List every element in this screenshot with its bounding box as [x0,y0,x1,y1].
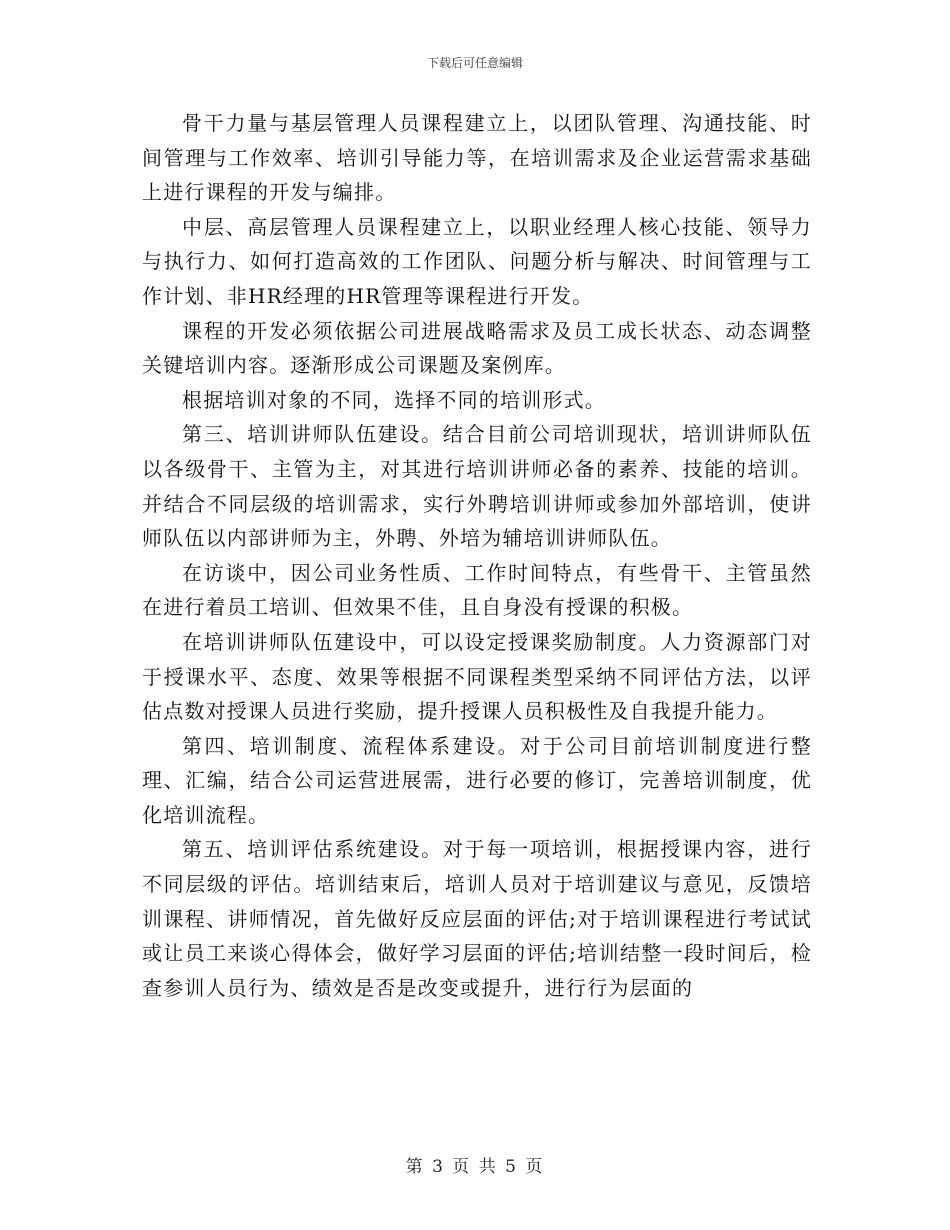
paragraph: 骨干力量与基层管理人员课程建立上，以团队管理、沟通技能、时间管理与工作效率、培训引导能力等，在培训需求及企业运营需求基础上进行课程的开发与编排。 [142,111,812,205]
paragraph: 第三、培训讲师队伍建设。结合目前公司培训现状，培训讲师队伍以各级骨干、主管为主，对其进行培训讲师必备的素养、技能的培训。并结合不同层级的培训需求，实行外聘培训讲师或参加外部培训，使讲师队伍以内部讲师为主，外聘、外培为辅培训讲师队伍。 [142,422,812,551]
page-number: 第 3 页 共 5 页 [405,1157,545,1177]
page-header: 下载后可任意编辑 [426,56,523,70]
paragraph: 在培训讲师队伍建设中，可以设定授课奖励制度。人力资源部门对于授课水平、态度、效果等根据不同课程类型采纳不同评估方法，以评估点数对授课人员进行奖励，提升授课人员积极性及自我提升能力。 [142,629,812,724]
paragraph: 在访谈中，因公司业务性质、工作时间特点，有些骨干、主管虽然在进行着员工培训、但效果不佳，且自身没有授课的积极。 [142,560,812,620]
paragraph: 根据培训对象的不同，选择不同的培训形式。 [182,387,606,412]
paragraph: 中层、高层管理人员课程建立上，以职业经理人核心技能、领导力与执行力、如何打造高效的工作团队、问题分析与解决、时间管理与工作计划、非HR经理的HR管理等课程进行开发。 [142,214,812,308]
paragraph: 第四、培训制度、流程体系建设。对于公司目前培训制度进行整理、汇编，结合公司运营进展需，进行必要的修订，完善培训制度，优化培训流程。 [142,733,812,827]
paragraph: 课程的开发必须依据公司进展战略需求及员工成长状态、动态调整关键培训内容。逐渐形成公司课题及案例库。 [142,318,812,378]
document-body [142,106,812,1005]
paragraph: 第五、培训评估系统建设。对于每一项培训，根据授课内容，进行不同层级的评估。培训结束后，培训人员对于培训建议与意见，反馈培训课程、讲师情况，首先做好反应层面的评估;对于培训课程进行考试试或让员工来谈心得体会，做好学习层面的评估;培训结整一段时间后，检查参训人员行为、绩效是否是改变或提升，进行行为层面的 [142,837,812,1000]
